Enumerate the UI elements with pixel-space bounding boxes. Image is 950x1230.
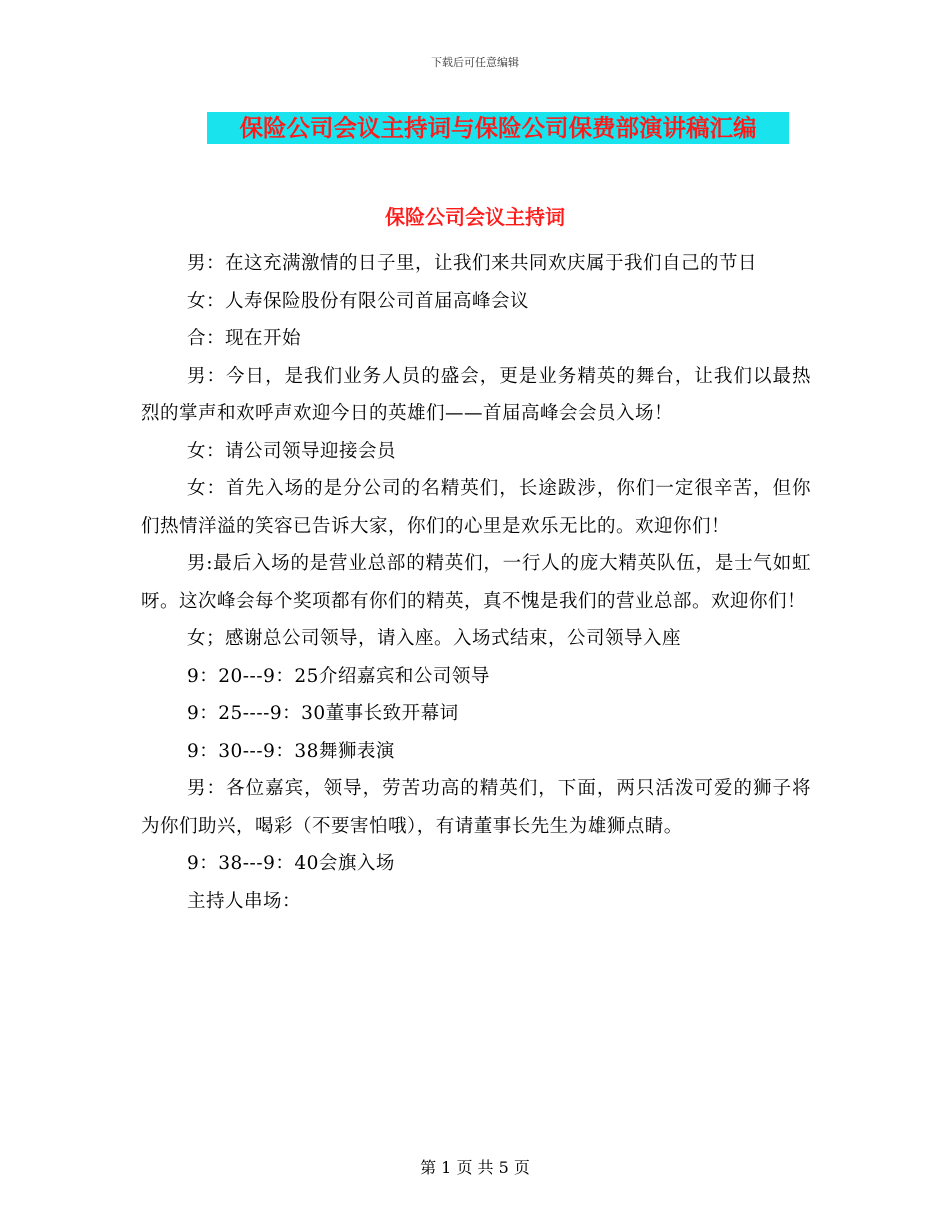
paragraph: 主持人串场： bbox=[187, 890, 302, 912]
page-number: 第 1 页 共 5 页 bbox=[420, 1158, 530, 1177]
paragraph: 女；感谢总公司领导，请入座。入场式结束，公司领导入座 bbox=[187, 628, 682, 649]
paragraph: 9：25----9：30董事长致开幕词 bbox=[187, 703, 459, 724]
paragraph: 女：人寿保险股份有限公司首届高峰会议 bbox=[187, 290, 530, 312]
paragraph: 男：今日，是我们业务人员的盛会，更是业务精英的舞台，让我们以最热烈的掌声和欢呼声欢迎今日的英雄们——首届高峰会会员入场！ bbox=[141, 365, 811, 424]
paragraph: 男：在这充满激情的日子里，让我们来共同欢庆属于我们自己的节日 bbox=[187, 253, 758, 274]
header-note: 下载后可任意编辑 bbox=[431, 56, 519, 69]
paragraph: 9：30---9：38舞狮表演 bbox=[187, 740, 395, 762]
paragraph: 女：首先入场的是分公司的名精英们，长途跋涉，你们一定很辛苦，但你们热情洋溢的笑容已告诉大家，你们的心里是欢乐无比的。欢迎你们！ bbox=[141, 478, 811, 537]
paragraph: 合：现在开始 bbox=[187, 328, 302, 349]
paragraph: 9：38---9：40会旗入场 bbox=[187, 853, 395, 874]
document-body bbox=[141, 245, 811, 920]
paragraph: 男:最后入场的是营业总部的精英们，一行人的庞大精英队伍，是士气如虹呀。这次峰会每个奖项都有你们的精英，真不愧是我们的营业总部。欢迎你们！ bbox=[141, 553, 811, 612]
paragraph: 男：各位嘉宾，领导，劳苦功高的精英们，下面，两只活泼可爱的狮子将为你们助兴，喝彩（不要害怕哦），有请董事长先生为雄狮点睛。 bbox=[141, 778, 811, 837]
paragraph: 女：请公司领导迎接会员 bbox=[187, 440, 397, 462]
paragraph: 9：20---9：25介绍嘉宾和公司领导 bbox=[187, 665, 490, 687]
document-title: 保险公司会议主持词与保险公司保费部演讲稿汇编 bbox=[207, 112, 789, 144]
section-title: 保险公司会议主持词 bbox=[385, 205, 565, 229]
